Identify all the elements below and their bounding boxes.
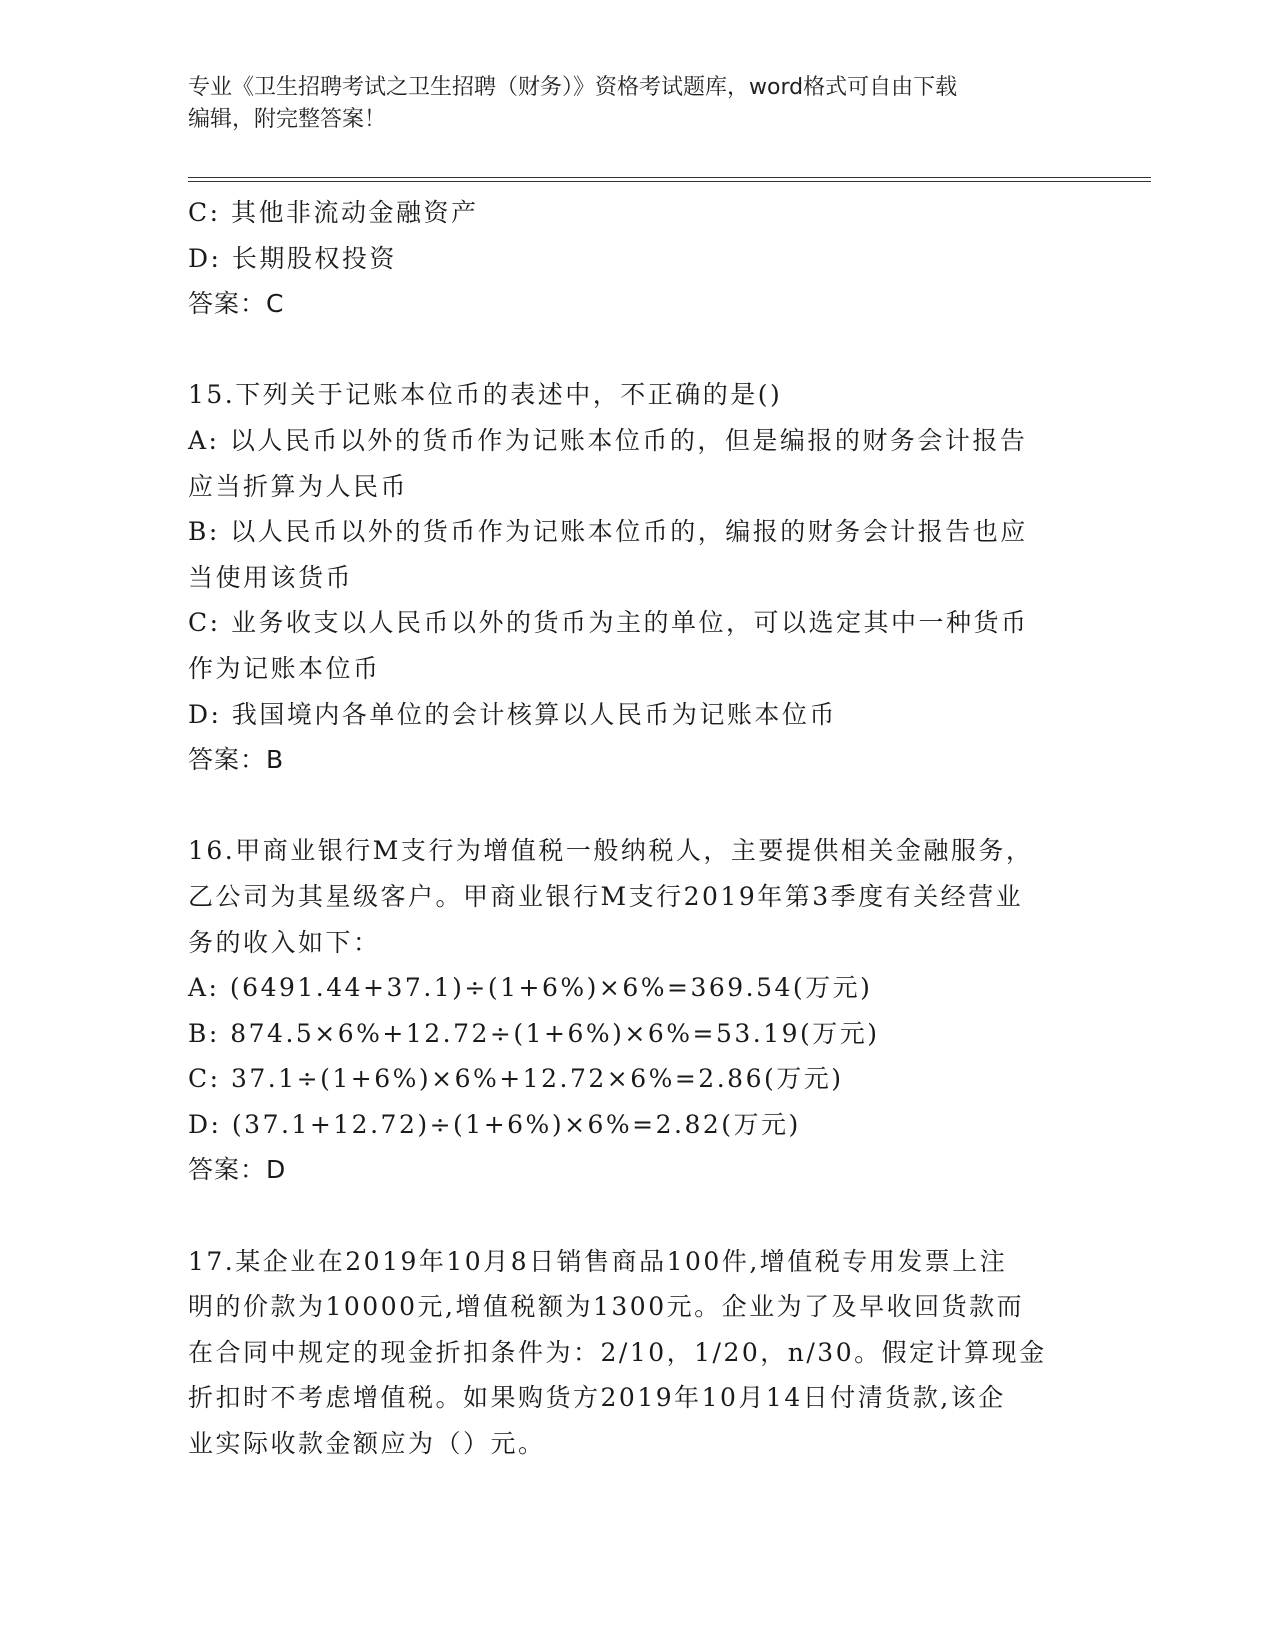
header-divider-top [188, 177, 1151, 178]
document-header [188, 72, 1068, 136]
question-text-line-3: 务的收入如下： [188, 927, 381, 957]
option-d: D: 我国境内各单位的会计核算以人民币为记账本位币 [188, 699, 837, 729]
question-text-line-1: 17.某企业在2019年10月8日销售商品100件,增值税专用发票上注 [188, 1246, 1008, 1276]
spacer [188, 783, 1088, 829]
spacer [188, 327, 1088, 373]
option-b: B: 874.5×6%+12.72÷(1+6%)×6%=53.19(万元) [188, 1018, 880, 1048]
header-line-2: 编辑，附完整答案！ [188, 107, 387, 132]
option-c-line-2: 作为记账本位币 [188, 653, 381, 683]
answer: 答案：C [188, 289, 285, 319]
question-text-line-5: 业实际收款金额应为（）元。 [188, 1429, 546, 1459]
question-16 [188, 828, 1088, 1193]
option-a-line-1: A: 以人民币以外的货币作为记账本位币的，但是编报的财务会计报告 [188, 425, 1028, 455]
question-text-line-3: 在合同中规定的现金折扣条件为：2/10，1/20，n/30。假定计算现金 [188, 1337, 1047, 1367]
option-d: D: 长期股权投资 [188, 243, 397, 273]
option-c-line-1: C: 业务收支以人民币以外的货币为主的单位，可以选定其中一种货币 [188, 608, 1029, 638]
question-text-line-2: 乙公司为其星级客户。甲商业银行M支行2019年第3季度有关经营业 [188, 881, 1024, 911]
answer: 答案：D [188, 1155, 287, 1185]
question-14-tail [188, 190, 1088, 327]
answer: 答案：B [188, 745, 285, 775]
header-line-1: 专业《卫生招聘考试之卫生招聘（财务）》资格考试题库，word格式可自由下载 [188, 75, 958, 100]
option-c: C: 37.1÷(1+6%)×6%+12.72×6%=2.86(万元) [188, 1064, 844, 1094]
option-d: D: (37.1+12.72)÷(1+6%)×6%=2.82(万元) [188, 1109, 801, 1139]
question-17 [188, 1239, 1088, 1467]
question-15 [188, 372, 1088, 782]
option-c: C: 其他非流动金融资产 [188, 198, 479, 227]
option-b-line-1: B: 以人民币以外的货币作为记账本位币的，编报的财务会计报告也应 [188, 517, 1028, 547]
header-divider-bottom [188, 181, 1151, 182]
question-text: 15.下列关于记账本位币的表述中，不正确的是() [188, 380, 783, 410]
option-a: A: (6491.44+37.1)÷(1+6%)×6%=369.54(万元) [188, 973, 873, 1003]
spacer [188, 1193, 1088, 1239]
question-text-line-1: 16.甲商业银行M支行为增值税一般纳税人，主要提供相关金融服务， [188, 836, 1034, 866]
question-text-line-4: 折扣时不考虑增值税。如果购货方2019年10月14日付清货款,该企 [188, 1383, 1006, 1413]
question-text-line-2: 明的价款为10000元,增值税额为1300元。企业为了及早收回货款而 [188, 1292, 1025, 1322]
option-a-line-2: 应当折算为人民币 [188, 471, 409, 501]
document-body [188, 190, 1088, 1467]
option-b-line-2: 当使用该货币 [188, 562, 354, 592]
